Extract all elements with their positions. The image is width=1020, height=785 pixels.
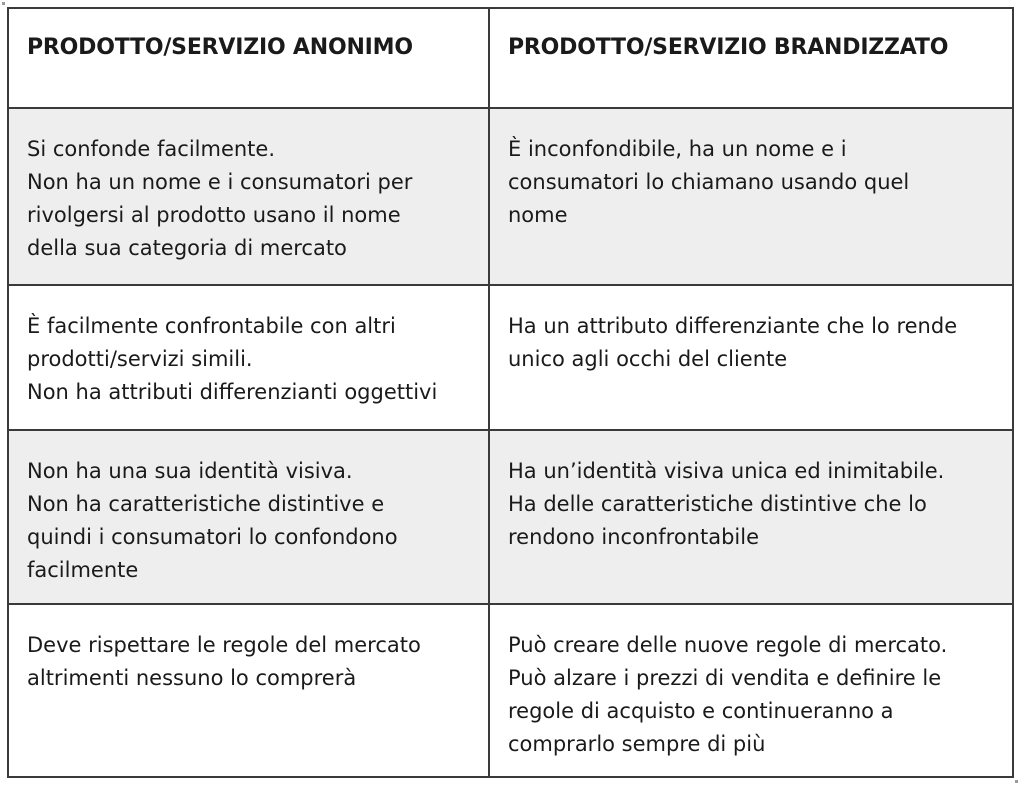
- row-3-anonimo: Non ha una sua identità visiva. Non ha caratteristiche distintive e quindi i consumatori lo confondono facilmente: [9, 431, 490, 605]
- row-4-brandizzato: Può creare delle nuove regole di mercato. Può alzare i prezzi di vendita e definire le regole di acquisto e continueranno a comprarlo sempre di più: [508, 633, 948, 756]
- comparison-table: [7, 7, 1014, 778]
- header-anonimo: PRODOTTO/SERVIZIO ANONIMO: [9, 9, 490, 109]
- row-2-anonimo: È facilmente confrontabile con altri prodotti/servizi simili. Non ha attributi differenzianti oggettivi: [9, 286, 490, 431]
- row-2-brandizzato: Ha un attributo differenziante che lo rende unico agli occhi del cliente: [490, 286, 1012, 431]
- row-1-anonimo: Si confonde facilmente. Non ha un nome e i consumatori per rivolgersi al prodotto usano il nome della sua categoria di mercato: [9, 109, 490, 286]
- row-1-brandizzato: È inconfondibile, ha un nome e i consumatori lo chiamano usando quel nome: [490, 109, 1012, 286]
- row-3-brandizzato: Ha un’identità visiva unica ed inimitabile. Ha delle caratteristiche distintive che lo rendono inconfrontabile: [490, 431, 1012, 605]
- corner-mark: [1015, 780, 1018, 783]
- row-4-anonimo: Deve rispettare le regole del mercato altrimenti nessuno lo comprerà: [9, 605, 490, 776]
- header-brandizzato: PRODOTTO/SERVIZIO BRANDIZZATO: [490, 9, 1012, 109]
- corner-mark: [2, 2, 5, 5]
